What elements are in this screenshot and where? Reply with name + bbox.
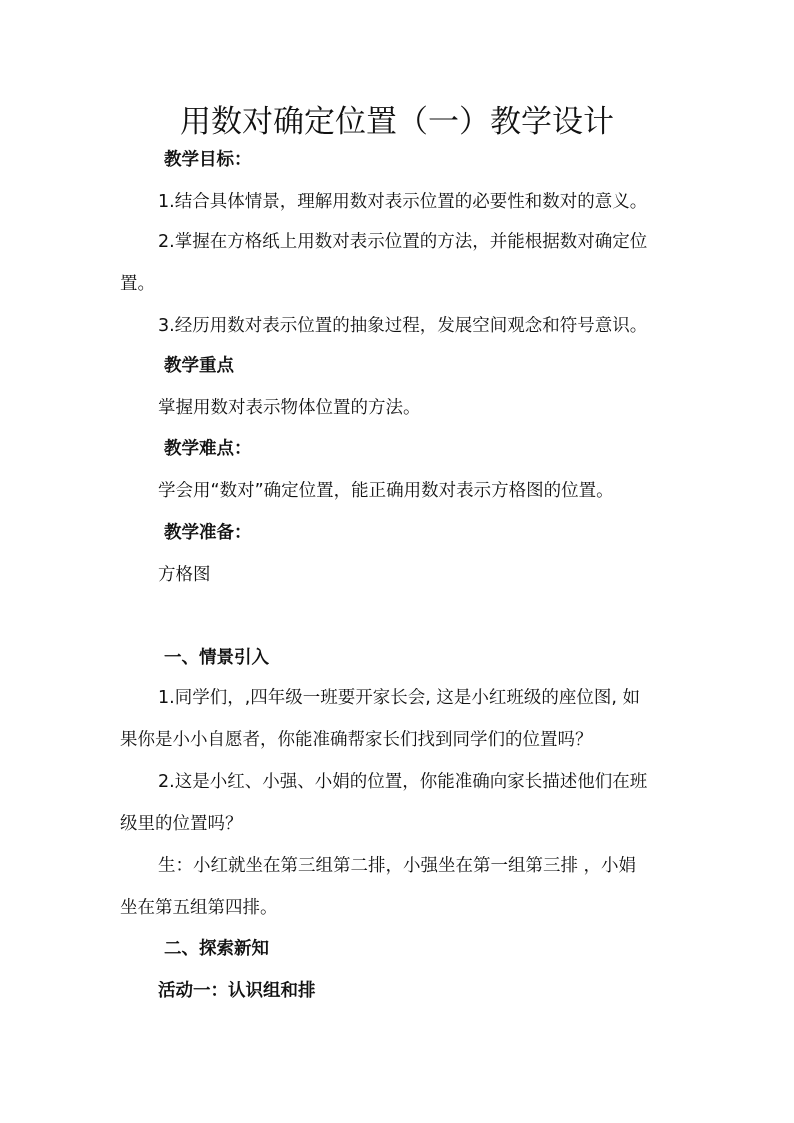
section1-p3-line-2: 坐在第五组第四排。: [120, 898, 278, 918]
objective-2-line-2: 置。: [120, 274, 155, 294]
activity1-heading: 活动一：认识组和排: [158, 981, 316, 1001]
section1-p2-line-2: 级里的位置吗？: [120, 814, 243, 834]
preparation-text: 方格图: [158, 565, 211, 585]
section1-p1-line-1: 1.同学们，,四年级一班要开家长会, 这是小红班级的座位图, 如: [158, 688, 641, 708]
objective-1: 1.结合具体情景，理解用数对表示位置的必要性和数对的意义。: [158, 192, 648, 212]
document-title: 用数对确定位置（一）教学设计: [180, 104, 614, 140]
preparation-heading: 教学准备：: [164, 523, 252, 543]
objective-2-line-1: 2.掌握在方格纸上用数对表示位置的方法，并能根据数对确定位: [158, 232, 648, 252]
section1-heading: 一、情景引入: [164, 648, 269, 668]
section1-p1-line-2: 果你是小小自愿者，你能准确帮家长们找到同学们的位置吗？: [120, 730, 593, 750]
difficulty-text: 学会用“数对”确定位置，能正确用数对表示方格图的位置。: [158, 481, 614, 501]
keypoint-text: 掌握用数对表示物体位置的方法。: [158, 398, 421, 418]
section2-heading: 二、探索新知: [164, 939, 269, 959]
objectives-heading: 教学目标：: [164, 150, 252, 170]
difficulty-heading: 教学难点：: [164, 439, 252, 459]
section1-p2-line-1: 2.这是小红、小强、小娟的位置，你能准确向家长描述他们在班: [158, 772, 648, 792]
section1-p3-line-1: 生：小红就坐在第三组第二排，小强坐在第一组第三排 ，小娟: [158, 856, 637, 876]
objective-3: 3.经历用数对表示位置的抽象过程，发展空间观念和符号意识。: [158, 316, 648, 336]
keypoint-heading: 教学重点: [164, 356, 234, 376]
